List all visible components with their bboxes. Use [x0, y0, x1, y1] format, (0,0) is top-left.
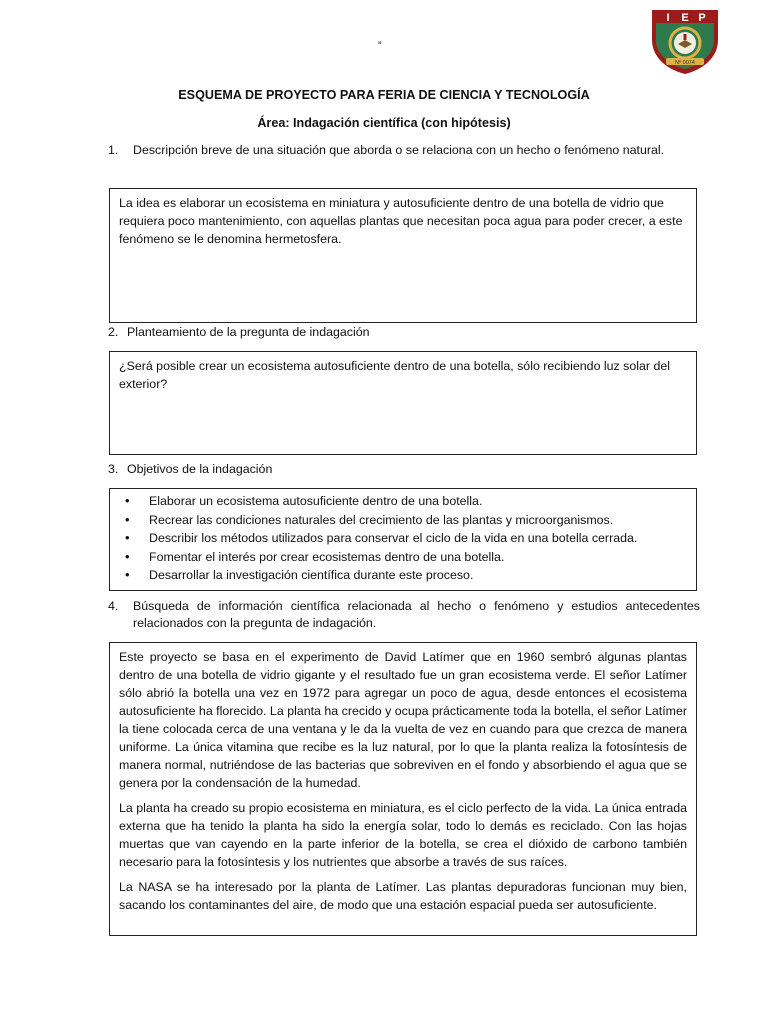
- objective-item: • Desarrollar la investigación científica durante este proceso.: [149, 566, 687, 585]
- section-number: 3.: [108, 462, 119, 476]
- objective-item: • Elaborar un ecosistema autosuficiente dentro de una botella.: [149, 492, 687, 511]
- section-4-paragraph: La planta ha creado su propio ecosistema en miniatura, es el ciclo perfecto de la vida. La única entrada externa que ha tenido la planta ha sido la energía solar, todo lo demás es reciclado. Con las hojas muertas que van cayendo en la parte inferior de la botella, se crea el dióxido de carbono también necesario para la fotosíntesis y los nutrientes que absorbe a través de sus raíces.: [119, 801, 687, 869]
- section-1-heading: [108, 142, 700, 159]
- section-title: Búsqueda de información científica relacionada al hecho o fenómeno y estudios antecedentes relacionados con la pregunta de indagación.: [133, 599, 700, 630]
- section-4-box: [109, 642, 697, 936]
- section-title: Objetivos de la indagación: [127, 462, 273, 476]
- objective-item: • Describir los métodos utilizados para conservar el ciclo de la vida en una botella cerrada.: [149, 529, 687, 548]
- section-title: Descripción breve de una situación que aborda o se relaciona con un hecho o fenómeno natural.: [133, 143, 665, 157]
- objectives-list: [119, 492, 687, 585]
- section-number: 1.: [108, 143, 119, 157]
- section-4-paragraph: La NASA se ha interesado por la planta de Latímer. Las plantas depuradoras funcionan muy bien, sacando los contaminantes del aire, de modo que una estación espacial pueda ser autosuficiente.: [119, 880, 687, 912]
- section-2-content: ¿Será posible crear un ecosistema autosuficiente dentro de una botella, sólo recibiendo luz solar del exterior?: [119, 359, 671, 391]
- section-2-box: [109, 351, 697, 455]
- crest-caption: Nº 0074: [675, 60, 695, 66]
- document-title: ESQUEMA DE PROYECTO PARA FERIA DE CIENCIA Y TECNOLOGÍA: [178, 88, 590, 102]
- crest-letter-p: P: [698, 12, 706, 24]
- section-number: 4.: [108, 599, 119, 613]
- section-1-box: [109, 188, 697, 323]
- objective-item: • Fomentar el interés por crear ecosistemas dentro de una botella.: [149, 548, 687, 567]
- school-crest-icon: [648, 8, 722, 76]
- crest-letter-i: I: [666, 12, 670, 24]
- quote-mark: ”: [378, 40, 382, 52]
- crest-letter-e: E: [681, 12, 689, 24]
- section-number: 2.: [108, 325, 119, 339]
- section-4-paragraph: Este proyecto se basa en el experimento de David Latímer que en 1960 sembró algunas plantas dentro de una botella de vidrio gigante y el resultado fue un gran ecosistema verde. El señor Latímer sólo abrió la botella una vez en 1972 para agregar un poco de agua, desde entonces el ecosistema autosuficiente ha florecido. La planta ha crecido y ocupa prácticamente toda la botella, el señor Latímer la tiene colocada cerca de una ventana y le da la vuelta de vez en cuando para que crezca de manera uniforme. La única vitamina que recibe es la luz natural, por lo que la planta realiza la fotosíntesis de manera normal, nutriéndose de las bacterias que sobreviven en el fondo y absorbiendo el agua que se genera por la condensación de la humedad.: [119, 650, 687, 790]
- objective-item: • Recrear las condiciones naturales del crecimiento de las plantas y microorganismos.: [149, 511, 687, 530]
- section-3-heading: [108, 461, 700, 478]
- document-area: Área: Indagación científica (con hipótesis): [257, 116, 511, 130]
- section-2-heading: [108, 324, 700, 341]
- section-4-heading: [108, 598, 700, 632]
- section-title: Planteamiento de la pregunta de indagación: [127, 325, 370, 339]
- section-3-box: [109, 488, 697, 591]
- section-1-content: La idea es elaborar un ecosistema en miniatura y autosuficiente dentro de una botella de vidrio que requiera poco mantenimiento, con aquellas plantas que necesitan poca agua para poder crecer, a este fenómeno se le denomina hermetosfera.: [119, 196, 683, 246]
